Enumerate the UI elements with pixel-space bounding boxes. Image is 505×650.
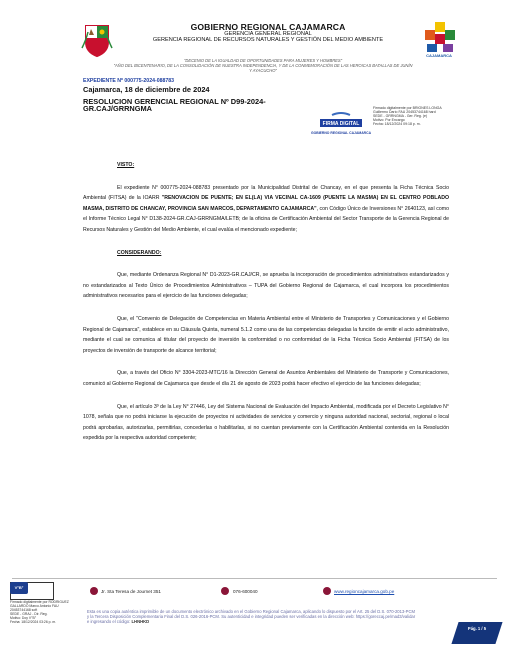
vobo-signature-block [10, 600, 70, 624]
page-header [0, 0, 505, 78]
firma-line: Fecha: 18/12/2024 09:18 p. m. [373, 122, 421, 127]
considerando-paragraph-2: Que, el "Convenio de Delegación de Competencias en Materia Ambiental entre el Ministerio de Transportes y Comunicaciones y el Gobierno Regional de Cajamarca", establece en su Cláusula Quinta, numeral 5.1.2 como una de las competencias delegadas la función de emitir el acto administrativo, mediante el cual se comunica al titular del proyecto de inversión la conformidad o no conformidad de la Ficha Técnica Socio Ambiental (FITSA) de los proyectos de inversión de transporte de alcance territorial; [83, 315, 449, 354]
page-footer [0, 578, 505, 650]
vobo-sign-line: Firmado digitalmente por RODRIGUEZ GALLARDO Marco Antonio FAU 20453744168 soft [10, 600, 69, 612]
spacer [83, 356, 449, 368]
digital-signature-block [373, 106, 473, 126]
firma-logo-top-text: FIRMA DIGITAL [322, 121, 360, 127]
decenio-line-2: "AÑO DEL BICENTENARIO, DE LA CONSOLIDACIÓN DE NUESTRA INDEPENDENCIA, Y DE LA CONMEMORACIÓN DE LAS HEROICAS BATALLAS DE JUNÍN Y AYACUCHO" [113, 62, 413, 73]
government-title: GOBIERNO REGIONAL CAJAMARCA [190, 22, 346, 32]
phone-icon [221, 587, 229, 595]
location-icon [90, 587, 98, 595]
footer-address: Jr. Sta Teresa de Journet 351 [101, 589, 161, 594]
subtitle-gerencia-regional: GERENCIA REGIONAL DE RECURSOS NATURALES Y GESTIÓN DEL MEDIO AMBIENTE [152, 37, 384, 44]
decenio-banner [112, 59, 414, 74]
document-body [83, 160, 449, 444]
page-number: Pág. 1 / 5 [467, 626, 487, 631]
resolution-title: RESOLUCION GERENCIAL REGIONAL Nº D99-2024-GR.CAJ/GRRNGMA [83, 97, 266, 114]
footer-divider [12, 578, 497, 579]
firma-line: SEDE - GRRNGMA - Ger. Reg. (e) [373, 114, 428, 119]
government-subtitle [120, 31, 416, 44]
spacer [83, 236, 449, 248]
visto-heading: VISTO: [117, 162, 135, 168]
decenio-line-1: "DECENIO DE LA IGUALDAD DE OPORTUNIDADES PARA MUJERES Y HOMBRES" [183, 58, 343, 63]
region-cajamarca-logo-icon [419, 20, 461, 66]
vobo-badge: V°B° [10, 582, 28, 594]
digital-signature-logo-icon [310, 113, 372, 147]
visto-text-c: , con Código Único de Inversiones N° 2640123, así como el Informe Técnico Legal N° D138-2024-GR.CAJ-GRRNGMA/LETB; de la oficina de Certificación Ambiental del Sector Transporte de la Gerencia Regional de Recursos Naturales y Gestión del Medio Ambiente, el cual evalúa el mencionado expediente; [83, 205, 449, 233]
vobo-sign-line: Motivo: Doy V°B° [10, 616, 37, 620]
vobo-sign-line: SEDE - GRAJ - Dir. Reg. [10, 612, 48, 616]
footer-website-link[interactable]: www.regioncajamarca.gob.pe [334, 589, 395, 594]
firma-line: Guillermo Darío FAU 20453744168 hard [373, 110, 436, 115]
firma-line: Motivo: Por Encargo [373, 118, 405, 123]
footer-phone: 076-600040 [233, 589, 258, 594]
spacer [83, 302, 449, 314]
visto-text-a: El expediente N° 000775-2024-088783 presentado por la Municipalidad Distrital de Chancay, en el que presenta la Ficha Técnica Socio Ambiental (FITSA) de la IOARR [83, 184, 449, 202]
spacer [83, 171, 449, 183]
visto-project-name: "RENOVACION DE PUENTE; EN EL(LA) VIA VECINAL CA-1609 (PUENTE LA MASMA) EN EL CENTRO POBLADO MASMA, DISTRITO DE CHANCAY, PROVINCIA SAN MARCOS, DEPARTAMENTO CAJAMARCA" [83, 195, 449, 212]
web-icon [323, 587, 331, 595]
document-date: Cajamarca, 18 de diciembre de 2024 [83, 85, 210, 94]
considerando-paragraph-3: Que, a través del Oficio N° 3304-2023-MTC/16 la Dirección General de Asuntos Ambientales del Ministerio de Transporte y Comunicaciones, comunicó al Gobierno Regional de Cajamarca que desde el día 21 de agosto de 2023 podrá hacer efectivo el ejercicio de las funciones delegadas; [83, 370, 449, 387]
document-meta [83, 78, 313, 112]
considerando-heading: CONSIDERANDO: [117, 249, 162, 256]
peru-coat-of-arms-icon [82, 22, 112, 58]
legal-text: Esta es una copia auténtica imprimible de un documento electrónico archivado en el Gobierno Regional Cajamarca, aplicando lo dispuesto por el Art. 25 del D.S. 070-2013-PCM y la Tercera Disposición Complementaria Final del D.S. 026-2016-PCM. Su autenticidad e integridad pueden ser verificadas en la dirección web: https://goreccaj.pe/mad3/validar e ingresando el código: [87, 609, 416, 624]
visto-paragraph [83, 183, 449, 236]
spacer [83, 258, 449, 270]
subtitle-gerencia-general: GERENCIA GENERAL REGIONAL [224, 31, 312, 37]
firma-line: Firmado digitalmente por BRIONES LONGA [373, 106, 442, 110]
verification-code: LHNHKD [131, 619, 150, 624]
firma-logo-bottom-text: GOBIERNO REGIONAL CAJAMARCA [310, 131, 372, 135]
vobo-sign-line: Fecha: 18/12/2024 03:26 p. m. [10, 620, 57, 624]
spacer [83, 390, 449, 402]
considerando-paragraph-4: Que, el artículo 3º de la Ley N° 27446, Ley del Sistema Nacional de Evaluación del Impacto Ambiental, modificada por el Decreto Legislativo N° 1078, señala que no podrá iniciarse la ejecución de proyectos ni actividades de servicios y comercio y ninguna autoridad nacional, sectorial, regional o local podrá aprobarlas, autorizarlas, permitirlas, concederlas o habilitarlas, si no cuentan previamente con la Certificación Ambiental contenida en la Resolución expedida por la respectiva autoridad competente; [83, 403, 449, 442]
considerando-paragraph-1: Que, mediante Ordenanza Regional N° D1-2023-GR.CAJ/CR, se aprueba la incorporación de procedimientos administrativos estandarizados y no estandarizados al Texto Único de Procedimientos Administrativos – TUPA del Gobierno Regional de Cajamarca, el cual incorpora los procedimientos administrativos necesarios para el ejercicio de las funciones delegadas; [83, 272, 449, 300]
footer-legal-notice [87, 609, 417, 624]
region-logo-label: CAJAMARCA [426, 53, 452, 58]
expediente-number: EXPEDIENTE Nº 000775-2024-088783 [83, 78, 175, 84]
